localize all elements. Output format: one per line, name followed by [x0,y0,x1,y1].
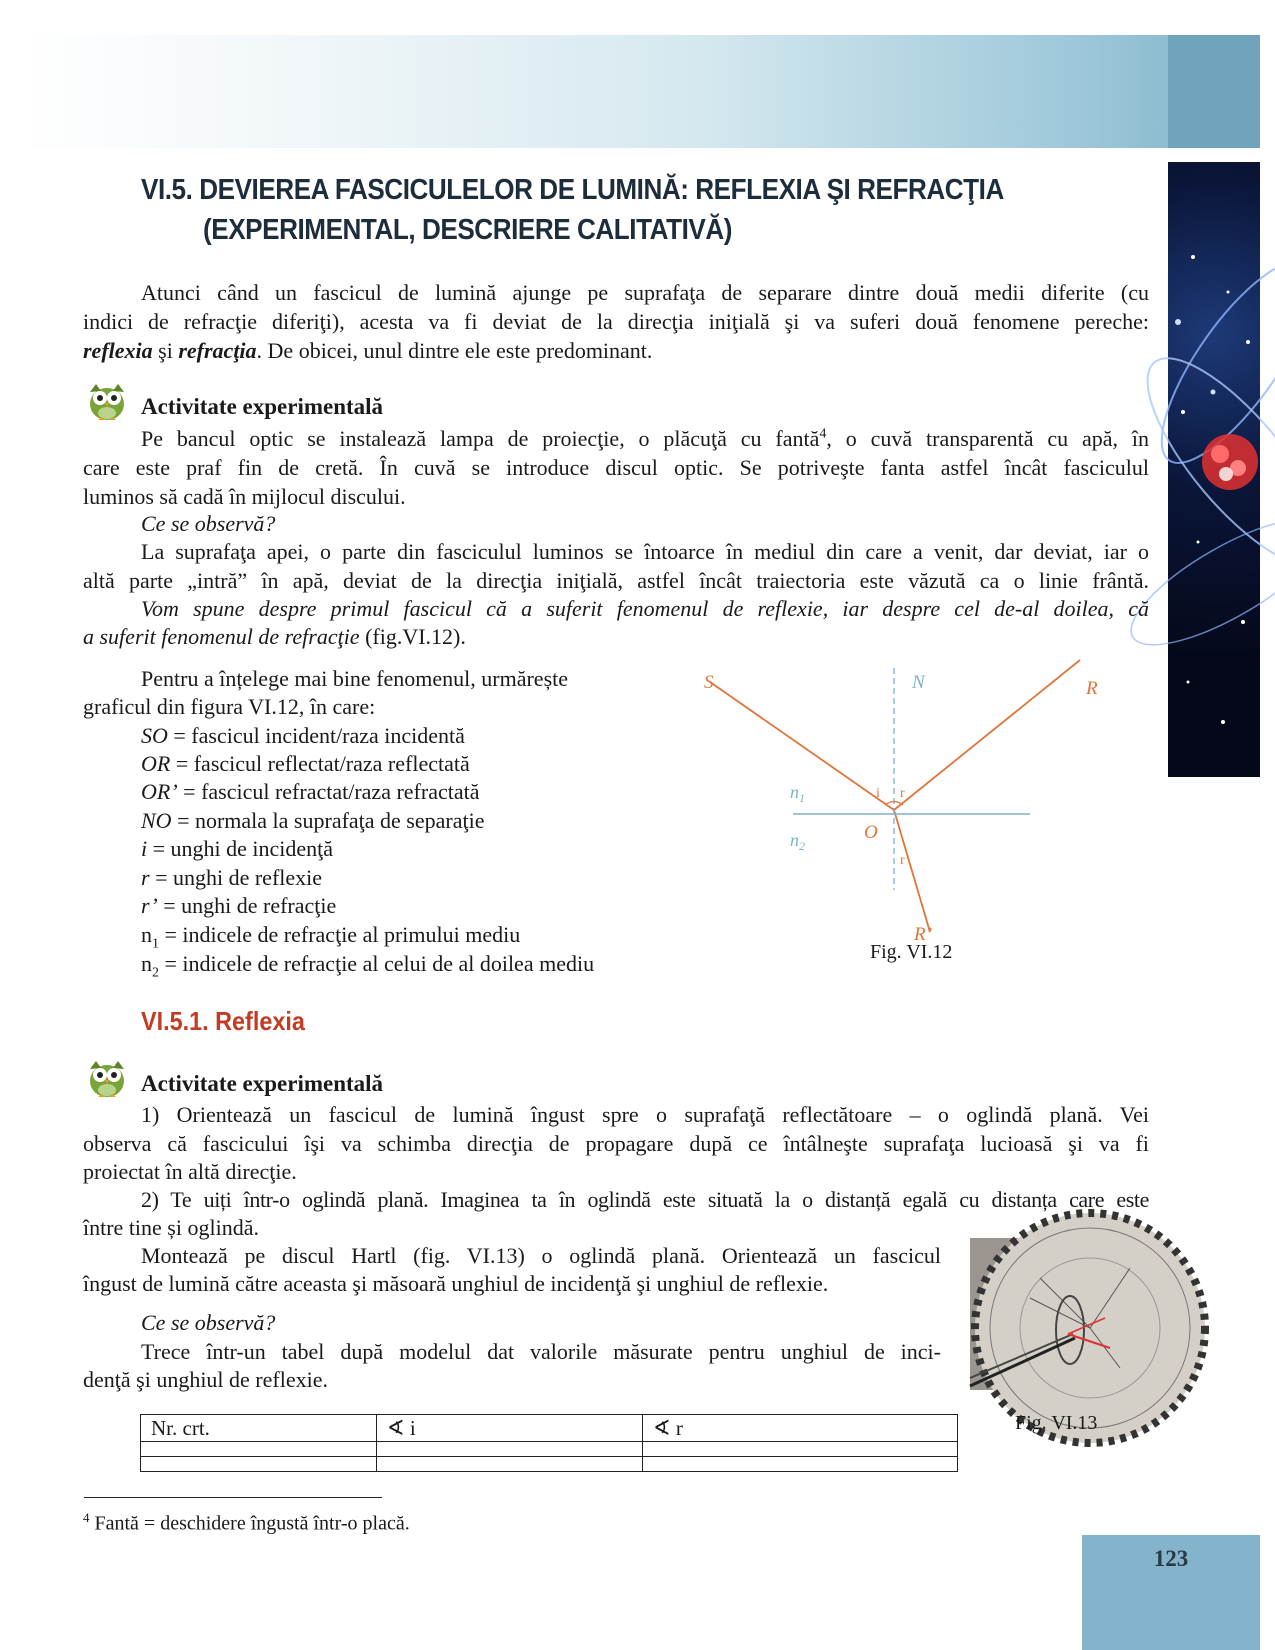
table-header-nr: Nr. crt. [141,1415,377,1442]
label-r: R [1086,678,1098,699]
activity2-line7: îngust de lumină către aceasta şi măsoară unghiul de incidenţă şi unghiul de reflexie. [83,1271,829,1296]
label-angle-rp: r’ [900,853,910,868]
legend-item-no: NO = normala la suprafaţa de separaţie [141,808,485,833]
figure12-caption: Fig. VI.12 [870,941,953,963]
legend-item-r: r = unghi de reflexie [141,865,323,890]
legend-item-n1: $n_1$ = indicele de refracţie al primului mediu [141,922,521,952]
legend-intro2: graficul din figura VI.12, în care: [83,694,376,719]
page-number: 123 [1153,1546,1189,1571]
label-n: N [912,672,925,693]
label-n2: $n_2$ [790,830,805,853]
legend-item-rp: r’ = unghi de refracţie [141,893,337,918]
legend-item-so: SO = fascicul incident/raza incidentă [141,723,465,748]
activity1-question: Ce se observă? [141,511,276,536]
activity2-line2: observa că fascicului îşi va schimba direcţia de propagare după ce întâlneşte suprafaţa lucioasă şi va fi [83,1131,1149,1156]
table-row [141,1457,958,1472]
activity1-line4: La suprafaţa apei, o parte din fasciculul luminos se întoarce în mediul din care a venit, dar deviat, iar o [141,539,1149,564]
legend-item-or: OR = fascicul reflectat/raza reflectată [141,751,470,776]
activity1-line5: altă parte „intră” în apă, deviat de la direcţia iniţială, astfel încât traiectoria este văzută ca o linie frântă. [83,568,1149,593]
intro-line1: Atunci când un fascicul de lumină ajunge pe suprafaţa de separare dintre două medii diferite (cu [141,280,1149,305]
term-refractia: refracţia [178,338,257,363]
reflection-refraction-diagram [680,660,1098,945]
intro-line2: indici de refracţie diferiţi), acesta va fi deviat de la direcţia iniţială şi va suferi două fenomene pereche: [83,309,1149,334]
activity1-line1: Pe bancul optic se instalează lampa de proiecţie, o plăcuţă cu fantă$^4$, o cuvă transparentă cu apă, în [141,426,1149,451]
measurement-table [140,1414,958,1472]
legend-intro1: Pentru a înțelege mai bine fenomenul, urmărește [141,666,569,691]
table-header-row [141,1415,958,1442]
label-angle-i: i [876,786,880,801]
legend-item-orp: OR’ = fascicul refractat/raza refractată [141,779,480,804]
label-angle-r: r [900,786,905,801]
activity1-title: Activitate experimentală [141,394,384,419]
owl-icon [82,378,132,427]
refracted-ray [894,810,930,932]
header-corner-block [1168,35,1260,148]
activity1-line6: Vom spune despre primul fascicul că a suferit fenomenul de reflexie, iar despre cel de-al doilea, că [141,596,1149,621]
footnote-rule [84,1497,382,1498]
activity1-line3: luminos să cadă în mijlocul discului. [83,484,406,509]
owl-icon-2 [82,1055,132,1104]
activity2-line5: între tine și oglindă. [83,1215,259,1240]
activity1-line2: care este praf fin de cretă. În cuvă se introduce discul optic. Se potriveşte fanta astfel încât fasciculul [83,455,1149,480]
legend-item-i: i = unghi de incidenţă [141,836,334,861]
atom-side-image [1168,162,1260,777]
legend-item-n2: $n_2$ = indicele de refracţie al celui de al doilea mediu [141,951,595,981]
label-n1: $n_1$ [790,782,805,805]
label-rp: R’ [914,924,932,945]
label-s: S [704,672,714,693]
activity2-title: Activitate experimentală [141,1071,384,1096]
label-o: O [864,822,878,843]
hartl-disk-photo [970,1238,1147,1390]
header-band [18,35,1258,148]
activity2-line3: proiectat în altă direcţie. [83,1159,297,1184]
footnote-ref: 4 [819,426,827,442]
activity1-line7: a suferit fenomenul de refracţie (fig.VI.12). [83,624,466,649]
activity2-line1: 1) Orientează un fascicul de lumină îngust spre o suprafaţă reflectătoare – o oglindă plană. Vei [141,1102,1149,1127]
activity2-line8: Trece într-un tabel după modelul dat valorile măsurate pentru unghiul de inci- [141,1339,941,1364]
table-header-i: ∢ i [377,1415,643,1442]
table-header-r: ∢ r [643,1415,958,1442]
activity2-line9: denţă şi unghiul de reflexie. [83,1367,328,1392]
section-title: VI.5.1. Reflexia [141,1006,305,1036]
activity2-question: Ce se observă? [141,1310,276,1335]
table-row [141,1442,958,1457]
term-reflexia: reflexia [83,338,153,363]
footnote: $^4$ Fantă = deschidere îngustă într-o placă. [83,1510,410,1535]
intro-line3: reflexia şi refracţia. De obicei, unul dintre ele este predominant. [83,338,653,363]
page-heading-line2: (EXPERIMENTAL, DESCRIERE CALITATIVĂ) [203,214,733,246]
page-heading-line1: VI.5. DEVIEREA FASCICULELOR DE LUMINĂ: REFLEXIA ŞI REFRACŢIA [141,174,1004,206]
activity2-line4: 2) Te uiți într-o oglindă plană. Imaginea ta în oglindă este situată la o distanță egală cu distanța care este [141,1187,1149,1212]
figure13-caption: Fig. VI.13 [1015,1412,1098,1434]
activity2-line6: Montează pe discul Hartl (fig. VI.13) o oglindă plană. Orientează un fascicul [141,1243,941,1268]
